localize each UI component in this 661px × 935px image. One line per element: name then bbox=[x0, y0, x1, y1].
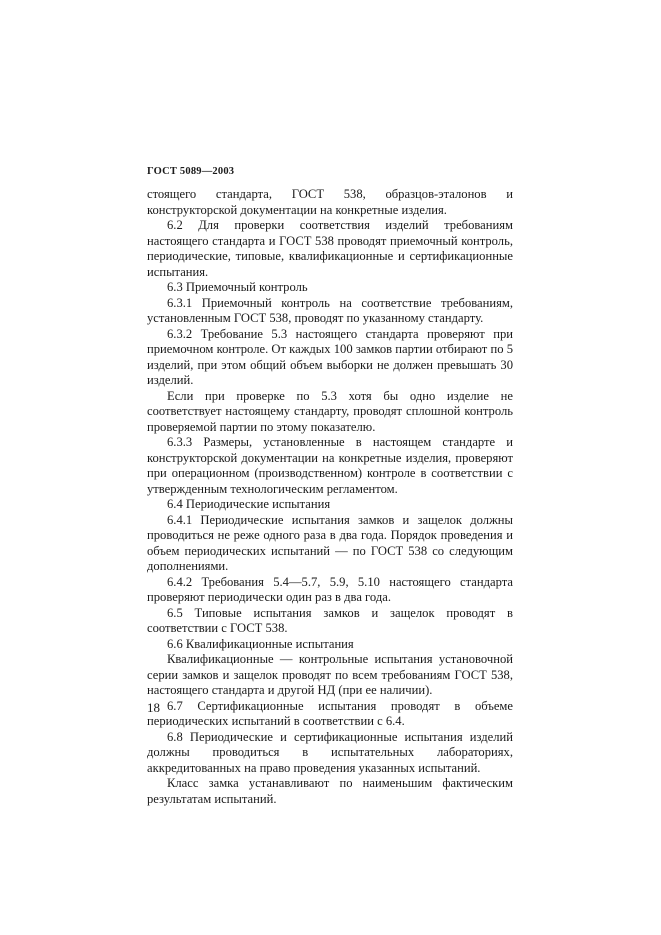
paragraph-6-3-2-note: Если при проверке по 5.3 хотя бы одно изделие не соответствует настоящему стандарту, проводят сплошной контроль проверяемой партии по этому показателю. bbox=[147, 388, 513, 434]
paragraph-6-6-text: Квалификационные — контрольные испытания установочной серии замков и защелок проводят по всем требованиям ГОСТ 538, настоящего стандарта и другой НД (при ее наличии). bbox=[147, 652, 513, 697]
paragraph-6-2: 6.2 Для проверки соответствия изделий требованиям настоящего стандарта и ГОСТ 538 проводят приемочный контроль, периодические, типовые, квалификационные и сертификационные испытания. bbox=[147, 218, 513, 279]
heading-6-4: 6.4 Периодические испытания bbox=[167, 497, 331, 511]
paragraph-class: Класс замка устанавливают по наименьшим фактическим результатам испытаний. bbox=[147, 776, 513, 806]
paragraph-6-8: 6.8 Периодические и сертификационные испытания изделий должны проводиться в испытательных лабораториях, аккредитованных на право проведения указанных испытаний. bbox=[147, 729, 513, 775]
paragraph-6-7: 6.7 Сертификационные испытания проводят в объеме периодических испытаний в соответствии с 6.4. bbox=[147, 698, 513, 728]
page-number: 18 bbox=[147, 700, 160, 715]
paragraph-continuation: стоящего стандарта, ГОСТ 538, образцов-эталонов и конструкторской документации на конкретные изделия. bbox=[147, 187, 513, 217]
paragraph-6-3-3: 6.3.3 Размеры, установленные в настоящем стандарте и конструкторской документации на конкретные изделия, проверяют при операционном (производственном) контроле в соответствии с утвержденным технологическим регламентом. bbox=[147, 435, 513, 496]
document-header: ГОСТ 5089—2003 bbox=[147, 166, 235, 177]
paragraph-6-3-2: 6.3.2 Требование 5.3 настоящего стандарта проверяют при приемочном контроле. От каждых 100 замков партии отбирают по 5 изделий, при этом общий объем выборки не должен превышать 30 изделий. bbox=[147, 326, 513, 387]
document-body bbox=[147, 187, 513, 807]
paragraph-6-5: 6.5 Типовые испытания замков и защелок проводят в соответствии с ГОСТ 538. bbox=[147, 605, 513, 635]
paragraph-6-3-1: 6.3.1 Приемочный контроль на соответствие требованиям, установленным ГОСТ 538, проводят по указанному стандарту. bbox=[147, 295, 513, 325]
heading-6-3: 6.3 Приемочный контроль bbox=[167, 280, 308, 294]
paragraph-6-4-1: 6.4.1 Периодические испытания замков и защелок должны проводиться не реже одного раза в два года. Порядок проведения и объем периодических испытаний — по ГОСТ 538 со следующим дополнениями. bbox=[147, 512, 513, 573]
paragraph-6-4-2: 6.4.2 Требования 5.4—5.7, 5.9, 5.10 настоящего стандарта проверяют периодически один раз в два года. bbox=[147, 574, 513, 604]
heading-6-6: 6.6 Квалификационные испытания bbox=[167, 636, 354, 651]
